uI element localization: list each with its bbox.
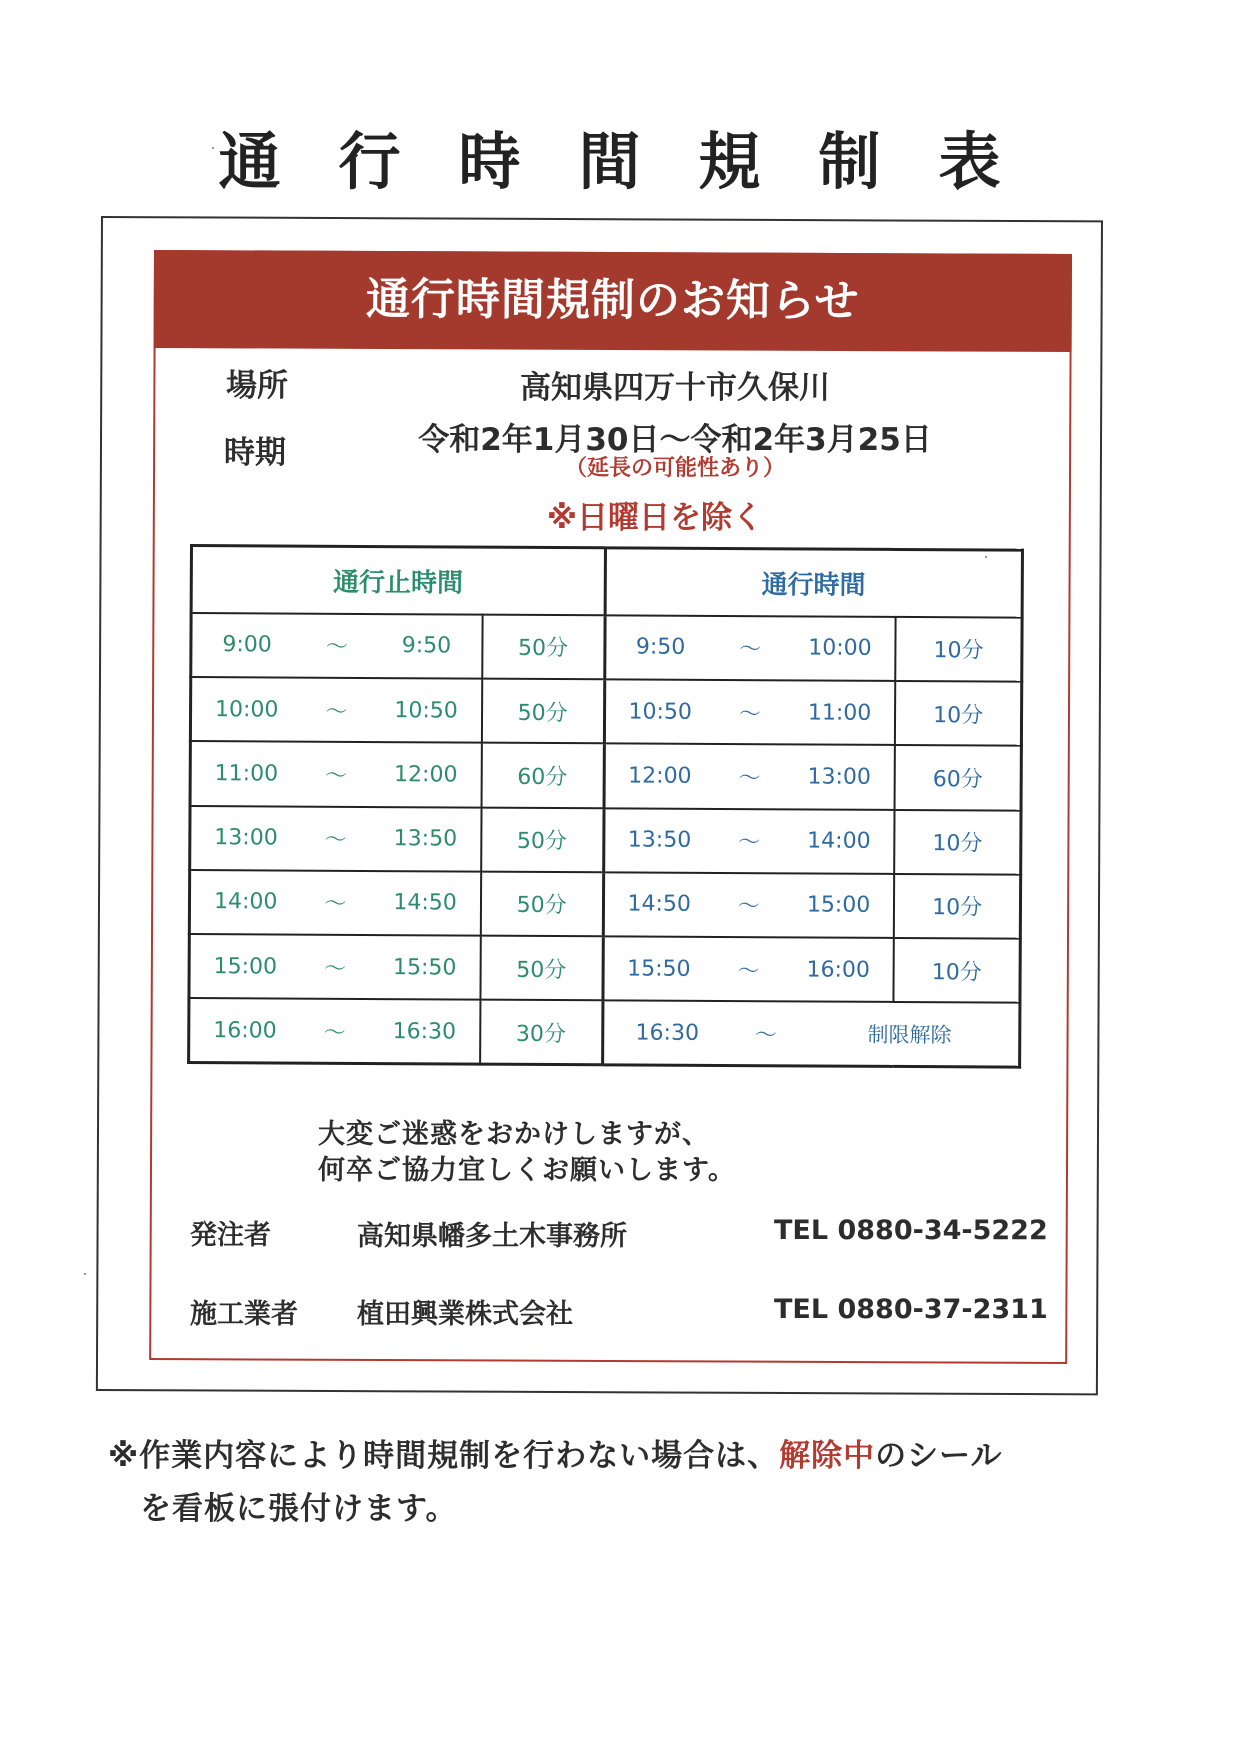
notice-banner: 通行時間規制のお知らせ	[154, 250, 1072, 352]
tilde: ～	[325, 699, 348, 725]
tilde: ～	[754, 1022, 777, 1048]
footer-note-accent: 解除中	[779, 1438, 876, 1474]
open-start-time: 13:50	[627, 827, 692, 853]
closed-end-time: 10:50	[394, 697, 458, 724]
open-end-time: 14:00	[807, 828, 871, 854]
closed-start-time: 9:00	[222, 632, 272, 658]
scan-speck	[212, 147, 214, 149]
footer-note-line-2: を看板に張付けます。	[140, 1491, 458, 1527]
open-time-header: 通行時間	[605, 548, 1023, 618]
open-start-time: 9:50	[635, 634, 686, 661]
closed-end-time: 15:50	[392, 954, 457, 981]
restriction-lifted-text: 制限解除	[867, 1022, 952, 1048]
period-label: 時期	[224, 435, 286, 471]
tilde: ～	[738, 765, 761, 792]
open-time-range	[602, 936, 894, 1002]
scan-speck	[84, 1273, 86, 1275]
open-duration: 10分	[895, 681, 1022, 746]
closed-duration: 30分	[480, 1000, 603, 1065]
location-value: 高知県四万十市久保川	[520, 370, 830, 406]
tilde: ～	[324, 892, 347, 918]
open-duration: 10分	[895, 617, 1022, 682]
closed-time-range	[190, 741, 482, 807]
closed-duration: 50分	[482, 679, 605, 744]
tilde: ～	[323, 1020, 346, 1046]
contractor-tel: TEL 0880-37-2311	[774, 1294, 1048, 1325]
closed-duration: 50分	[481, 871, 604, 936]
closed-start-time: 14:00	[213, 889, 278, 915]
open-start-time: 15:50	[627, 956, 691, 982]
closed-time-range	[191, 613, 483, 679]
footer-note-suffix: のシール	[875, 1438, 1003, 1474]
open-end-time: 16:00	[806, 957, 870, 983]
open-time-range	[603, 872, 895, 938]
scan-speck	[985, 556, 987, 558]
table-header-row	[191, 546, 1022, 618]
contractor-label: 施工業者	[190, 1299, 298, 1330]
open-end-time: 10:00	[808, 635, 872, 662]
tilde: ～	[737, 894, 760, 920]
closed-time-header: 通行止時間	[191, 546, 605, 616]
open-time-release	[602, 1001, 1020, 1068]
open-end-time: 13:00	[807, 764, 872, 790]
tilde: ～	[324, 827, 347, 853]
open-time-range	[603, 808, 895, 874]
open-start-time: 16:30	[635, 1020, 700, 1046]
closed-duration: 50分	[481, 807, 604, 872]
closed-time-range	[189, 934, 481, 1000]
closed-end-time: 9:50	[401, 633, 452, 659]
tilde: ～	[323, 956, 347, 982]
table-row	[190, 806, 1021, 875]
closed-duration: 50分	[482, 614, 605, 679]
closed-time-range	[189, 870, 481, 936]
table-row	[189, 998, 1020, 1067]
closed-start-time: 15:00	[213, 953, 278, 980]
closed-time-range	[189, 998, 481, 1064]
tilde: ～	[325, 635, 348, 661]
footer-note-line-1	[108, 1430, 1003, 1475]
period-value: 令和2年1月30日～令和2年3月25日	[418, 422, 932, 458]
closed-end-time: 13:50	[393, 826, 458, 852]
apology-line-1: 大変ご迷惑をおかけしますが、	[318, 1119, 710, 1150]
tilde: ～	[738, 701, 762, 727]
apology-line-2: 何卒ご協力宜しくお願いします。	[318, 1155, 736, 1186]
open-time-range	[604, 679, 896, 745]
closed-start-time: 11:00	[214, 761, 279, 787]
table-row	[191, 613, 1022, 682]
table-row	[190, 677, 1021, 746]
orderer-tel: TEL 0880-34-5222	[774, 1215, 1048, 1246]
footer-note-prefix: ※作業内容により時間規制を行わない場合は、	[108, 1438, 780, 1474]
closed-end-time: 12:00	[394, 762, 458, 788]
orderer-label: 発注者	[190, 1220, 271, 1251]
sunday-note: ※日曜日を除く	[546, 500, 764, 536]
open-time-range	[604, 615, 896, 681]
closed-start-time: 16:00	[213, 1017, 277, 1044]
open-duration: 10分	[894, 938, 1021, 1003]
open-time-range	[604, 744, 896, 810]
closed-time-range	[190, 806, 482, 872]
schedule-table	[187, 544, 1024, 1069]
closed-start-time: 10:00	[214, 696, 279, 723]
table-row	[189, 870, 1020, 939]
period-note: （延長の可能性あり）	[564, 456, 785, 481]
contractor-name: 植田興業株式会社	[357, 1299, 573, 1330]
open-start-time: 10:50	[628, 699, 693, 725]
open-duration: 60分	[895, 745, 1022, 810]
open-duration: 10分	[894, 874, 1021, 939]
tilde: ～	[739, 637, 762, 663]
table-row	[190, 741, 1021, 810]
orderer-name: 高知県幡多土木事務所	[357, 1221, 627, 1252]
closed-end-time: 14:50	[393, 890, 457, 916]
closed-duration: 50分	[480, 936, 603, 1001]
tilde: ～	[324, 763, 348, 789]
closed-start-time: 13:00	[214, 825, 278, 851]
location-label: 場所	[226, 368, 288, 404]
table-row	[189, 934, 1020, 1003]
closed-duration: 60分	[481, 743, 604, 808]
open-end-time: 11:00	[807, 700, 872, 726]
page-title: 通行時間規制表	[218, 125, 1059, 198]
open-start-time: 14:50	[627, 891, 691, 918]
open-start-time: 12:00	[628, 763, 692, 789]
tilde: ～	[738, 830, 761, 856]
tilde: ～	[737, 958, 760, 984]
closed-time-range	[190, 677, 482, 743]
open-duration: 10分	[894, 809, 1021, 874]
closed-end-time: 16:30	[392, 1018, 457, 1045]
open-end-time: 15:00	[806, 892, 871, 919]
